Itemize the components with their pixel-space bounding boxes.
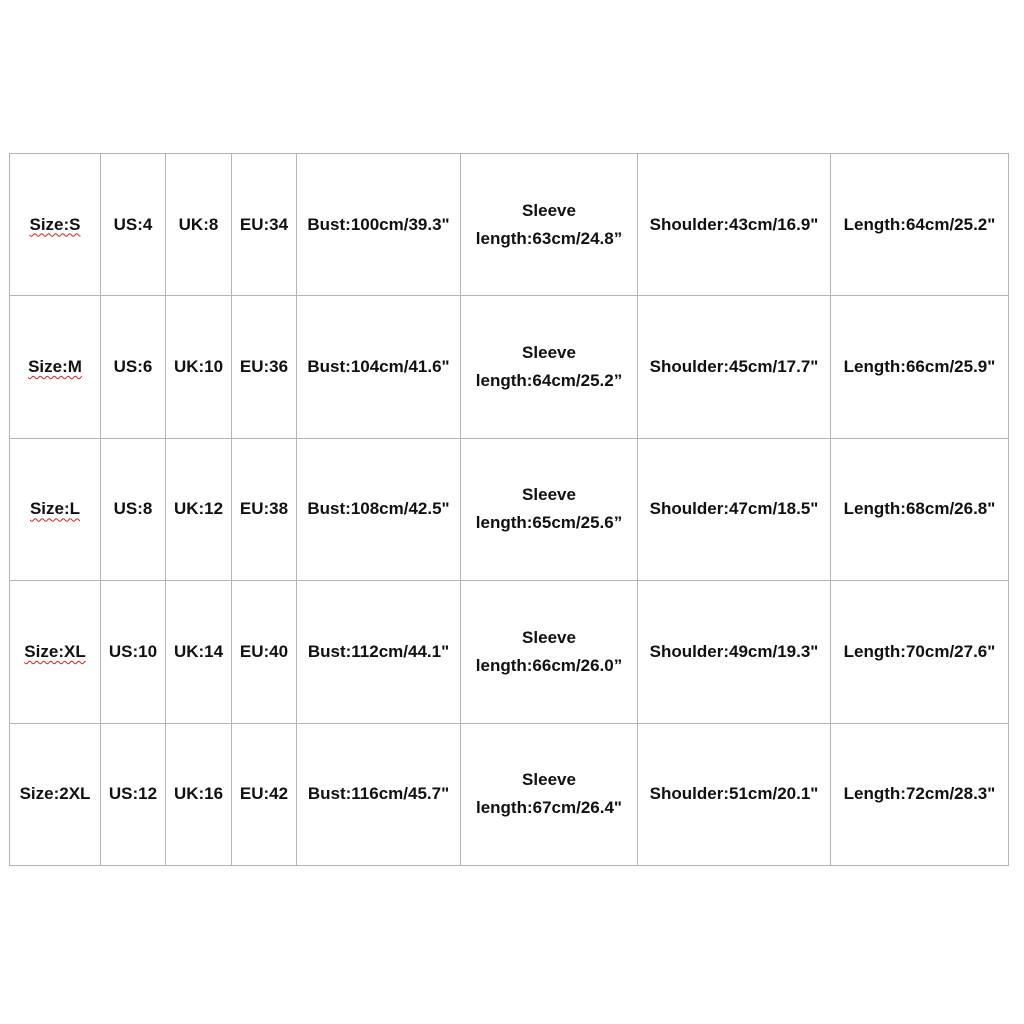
shoulder-cell: Shoulder:43cm/16.9" (638, 154, 831, 296)
size-label: Size:2XL (19, 784, 91, 804)
size-cell (10, 296, 101, 438)
eu-size-cell: EU:42 (232, 723, 297, 865)
size-row-m (10, 296, 1009, 438)
size-cell (10, 154, 101, 296)
sleeve-length-cell (461, 581, 638, 723)
sleeve-length-cell (461, 438, 638, 580)
bust-cell: Bust:116cm/45.7" (297, 723, 461, 865)
shoulder-cell: Shoulder:51cm/20.1" (638, 723, 831, 865)
size-label: Size:XL (24, 641, 86, 661)
sleeve-label: Sleeve (522, 485, 576, 505)
eu-size-cell: EU:38 (232, 438, 297, 580)
size-label: Size:S (29, 214, 81, 234)
shoulder-cell: Shoulder:47cm/18.5" (638, 438, 831, 580)
bust-cell: Bust:112cm/44.1" (297, 581, 461, 723)
bust-cell: Bust:100cm/39.3" (297, 154, 461, 296)
sleeve-value: length:66cm/26.0” (475, 655, 623, 675)
size-label: Size:L (29, 499, 81, 519)
sleeve-label: Sleeve (522, 343, 576, 363)
uk-size-cell: UK:10 (166, 296, 232, 438)
size-row-2xl (10, 723, 1009, 865)
uk-size-cell: UK:8 (166, 154, 232, 296)
shoulder-cell: Shoulder:49cm/19.3" (638, 581, 831, 723)
size-row-xl (10, 581, 1009, 723)
sleeve-value: length:67cm/26.4" (475, 798, 622, 818)
us-size-cell: US:8 (101, 438, 166, 580)
size-row-l (10, 438, 1009, 580)
uk-size-cell: UK:12 (166, 438, 232, 580)
sleeve-length-cell (461, 154, 638, 296)
sleeve-label: Sleeve (522, 200, 576, 220)
size-cell (10, 723, 101, 865)
sleeve-label: Sleeve (522, 627, 576, 647)
bust-cell: Bust:104cm/41.6" (297, 296, 461, 438)
us-size-cell: US:10 (101, 581, 166, 723)
size-label: Size:M (28, 357, 82, 377)
sleeve-length-cell (461, 296, 638, 438)
length-cell: Length:66cm/25.9" (831, 296, 1009, 438)
uk-size-cell: UK:14 (166, 581, 232, 723)
us-size-cell: US:4 (101, 154, 166, 296)
bust-cell: Bust:108cm/42.5" (297, 438, 461, 580)
sleeve-value: length:63cm/24.8” (475, 228, 623, 248)
length-cell: Length:64cm/25.2" (831, 154, 1009, 296)
sleeve-value: length:64cm/25.2” (475, 371, 623, 391)
sleeve-label: Sleeve (522, 770, 576, 790)
length-cell: Length:72cm/28.3" (831, 723, 1009, 865)
uk-size-cell: UK:16 (166, 723, 232, 865)
size-chart-table (9, 153, 1009, 866)
size-cell (10, 438, 101, 580)
eu-size-cell: EU:34 (232, 154, 297, 296)
us-size-cell: US:6 (101, 296, 166, 438)
eu-size-cell: EU:36 (232, 296, 297, 438)
length-cell: Length:68cm/26.8" (831, 438, 1009, 580)
eu-size-cell: EU:40 (232, 581, 297, 723)
shoulder-cell: Shoulder:45cm/17.7" (638, 296, 831, 438)
size-row-s (10, 154, 1009, 296)
size-cell (10, 581, 101, 723)
sleeve-length-cell (461, 723, 638, 865)
length-cell: Length:70cm/27.6" (831, 581, 1009, 723)
sleeve-value: length:65cm/25.6” (475, 513, 623, 533)
us-size-cell: US:12 (101, 723, 166, 865)
